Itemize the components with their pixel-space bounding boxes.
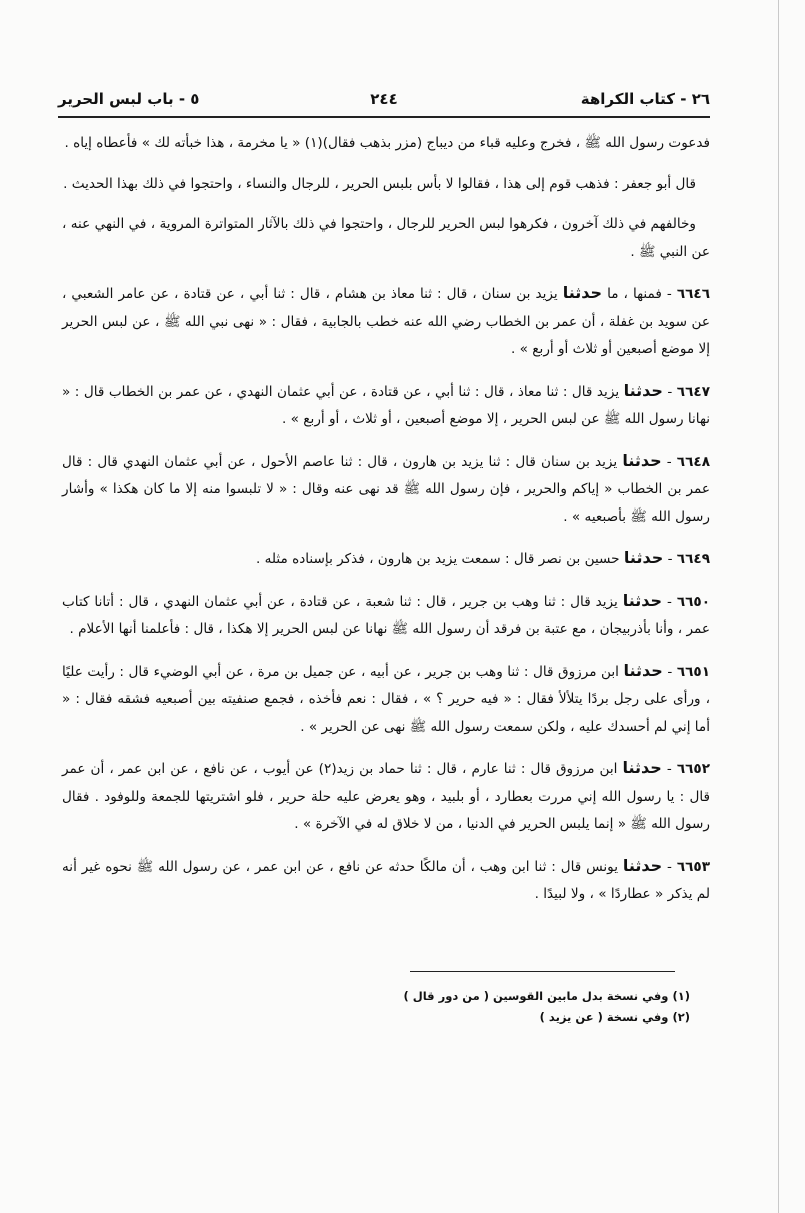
hadith-number: ٦٦٥٣ <box>676 858 711 875</box>
hadith-prefix: - <box>667 858 672 875</box>
hadith-text: يونس قال : ثنا ابن وهب ، أن مالكًا حدثه عن نافع ، عن ابن عمر ، عن رسول الله ﷺ نحوه غير أنه لم يذكر « عطاردًا » ، ولا لبيدًا . <box>62 858 710 902</box>
hadith-6648 <box>62 447 710 532</box>
hadith-6647 <box>62 377 710 434</box>
hadith-number: ٦٦٥١ <box>676 663 711 680</box>
hadith-prefix: - <box>667 551 673 567</box>
hadith-number: ٦٦٥٠ <box>676 593 711 610</box>
haddathana-word: حدثنا <box>623 380 663 400</box>
hadith-text: يزيد بن سنان قال : ثنا يزيد بن هارون ، قال : ثنا عاصم الأحول ، عن أبي عثمان النهدي قال : قال عمر بن الخطاب « إياكم والحرير ، فإن رسول الله ﷺ قد نهى عنه وقال : « لا تلبسوا منه إلا ما كان هكذا » وأشار رسول الله ﷺ بأصبعيه » . <box>62 453 710 525</box>
header-book-title: ٢٦ - كتاب الكراهة <box>580 90 710 108</box>
hadith-6650 <box>62 587 710 644</box>
hadith-6649 <box>62 544 710 574</box>
hadith-text: يزيد قال : ثنا وهب بن جرير ، قال : ثنا شعبة ، عن قتادة ، عن أبي عثمان النهدي ، قال : أتانا كتاب عمر ، وأنا بأذربيجان ، مع عتبة بن فرقد أن رسول الله ﷺ نهانا عن لبس الحرير إلا هكذا ، قال : فأعلمنا أنها الأعلام . <box>62 593 710 637</box>
header-rule <box>58 116 710 118</box>
header-chapter-title: ٥ - باب لبس الحرير <box>58 90 200 108</box>
hadith-text: يزيد بن سنان ، قال : ثنا معاذ بن هشام ، قال : ثنا أبي ، عن قتادة ، عن عامر الشعبي ، عن سويد بن غفلة ، أن عمر بن الخطاب رضي الله عنه خطب بالجابية ، فقال : « نهى نبي الله ﷺ ، عن لبس الحرير إلا موضع أصبعين أو ثلاث أو أربع » . <box>62 286 710 357</box>
haddathana-word: حدثنا <box>622 590 663 610</box>
haddathana-word: حدثنا <box>622 855 663 875</box>
hadith-number: ٦٦٤٧ <box>676 383 710 400</box>
footnote-2: (٢) وفي نسخة ( عن يزيد ) <box>539 1010 690 1024</box>
hadith-prefix: - <box>666 761 672 777</box>
hadith-text: يزيد قال : ثنا معاذ ، قال : ثنا أبي ، عن قتادة ، عن أبي عثمان النهدي ، عن عمر بن الخطاب قال : « نهانا رسول الله ﷺ عن لبس الحرير ، إلا موضع أصبعين ، أو ثلاث ، أو أربع » . <box>62 383 710 427</box>
running-header <box>58 86 710 116</box>
hadith-prefix: - <box>667 663 673 680</box>
hadith-text: ابن مرزوق قال : ثنا عارم ، قال : ثنا حماد بن زيد(٢) عن أيوب ، عن نافع ، عن ابن عمر ، أن عمر قال : يا رسول الله إني مررت بعطارد ، أو بلبيد ، وهو يعرض عليه حلة حرير ، فلو اشتريتها للجمعة وللوفود . فقال رسول الله ﷺ « إنما يلبس الحرير في الدنيا ، من لا خلاق له في الآخرة » . <box>62 761 710 832</box>
footnote-rule <box>410 971 675 972</box>
hadith-number: ٦٦٤٦ <box>676 286 711 302</box>
hadith-6653 <box>62 852 710 909</box>
hadith-prefix: - <box>667 383 673 400</box>
footnote-1: (١) وفي نسخة بدل مابين القوسين ( من دور قال ) <box>403 989 690 1003</box>
hadith-text: حسين بن نصر قال : سمعت يزيد بن هارون ، فذكر بإسناده مثله . <box>255 551 620 567</box>
hadith-number: ٦٦٤٩ <box>676 551 710 567</box>
paragraph: وخالفهم في ذلك آخرون ، فكرهوا لبس الحرير للرجال ، واحتجوا في ذلك بالآثار المتواترة المروية ، في النهي عنه ، عن النبي ﷺ . <box>62 216 710 260</box>
hadith-prefix: - <box>666 593 672 610</box>
page-number: ٢٤٤ <box>370 90 398 108</box>
haddathana-word: حدثنا <box>623 548 664 567</box>
hadith-6651 <box>62 657 710 742</box>
hadith-number: ٦٦٥٢ <box>676 761 711 777</box>
paragraph: قال أبو جعفر : فذهب قوم إلى هذا ، فقالوا لا بأس بلبس الحرير ، للرجال والنساء ، واحتجوا في ذلك بهذا الحديث . <box>63 175 696 192</box>
hadith-6646 <box>62 279 710 364</box>
haddathana-word: حدثنا <box>622 758 662 777</box>
main-text <box>62 130 710 922</box>
footnotes <box>320 986 690 1028</box>
hadith-prefix: - <box>666 453 672 470</box>
haddathana-word: حدثنا <box>622 450 662 470</box>
haddathana-word: حدثنا <box>562 283 603 302</box>
paragraph: فدعوت رسول الله ﷺ ، فخرج وعليه قباء من ديباج (مزر بذهب فقال)(١) « يا مخرمة ، هذا خبأته لك » فأعطاه إياه . <box>64 135 710 151</box>
haddathana-word: حدثنا <box>623 660 663 680</box>
page-edge-line <box>778 0 779 1213</box>
hadith-6652 <box>62 754 710 839</box>
hadith-prefix: - فمنها ، ما <box>607 286 672 302</box>
hadith-text: ابن مرزوق قال : ثنا وهب بن جرير ، عن أبيه ، عن جميل بن مرة ، عن أبي الوضيء قال : رأيت عليًا ، ورأى على رجل بردًا يتلألأ فقال : « فيه حرير ؟ » ، فقال : نعم فأخذه ، فجمع صنفيته بين أصبعيه فشقه فقال : « أما إني لم أحسدك عليه ، ولكن سمعت رسول الله ﷺ نهى عن الحرير » . <box>62 663 710 735</box>
hadith-number: ٦٦٤٨ <box>676 453 710 470</box>
